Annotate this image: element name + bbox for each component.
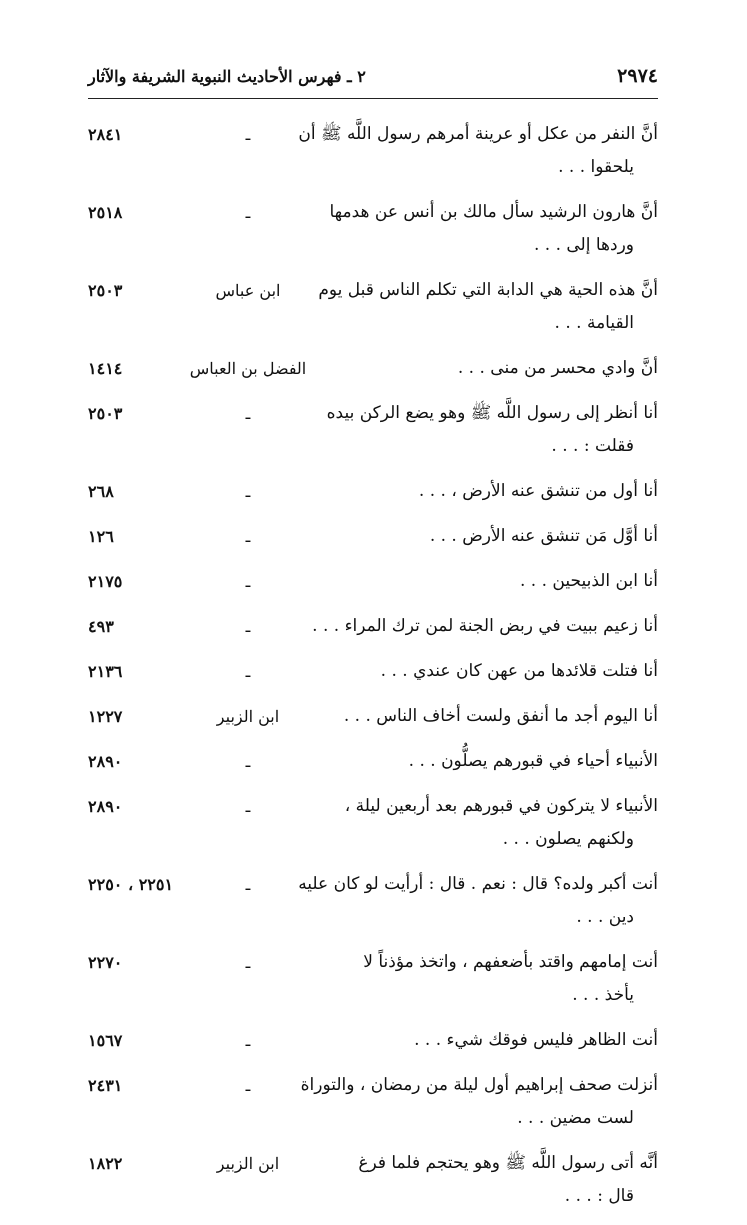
narrator: ـ [245,1076,251,1095]
narrator: ـ [245,875,251,894]
hadith-text: أنَّه أتى رسول اللَّه ﷺ وهو يحتجم فلما فرغ [358,1153,658,1173]
header-rule [88,98,658,99]
hadith-text-continuation: فقلت : . . . [551,436,634,456]
hadith-text: أنا ابن الذبيحين . . . [520,571,658,591]
hadith-number: ٢٢٥١ ، ٢٢٥٠ [88,875,174,894]
hadith-text: الأنبياء أحياء في قبورهم يصلُّون . . . [408,751,658,771]
hadith-number: ١٤١٤ [88,359,123,378]
narrator: ابن الزبير [216,707,280,726]
hadith-text: الأنبياء لا يتركون في قبورهم بعد أربعين ليلة ، [344,796,658,816]
index-entry [88,1147,658,1213]
index-entry [88,352,658,385]
narrator: ـ [245,617,251,636]
index-entry [88,868,658,934]
narrator: ـ [245,752,251,771]
hadith-text: أنا أوَّل مَن تنشق عنه الأرض . . . [429,526,658,546]
hadith-text: أنا أول من تنشق عنه الأرض ، . . . [418,481,658,501]
hadith-number: ٢٥٠٣ [88,281,123,300]
hadith-text: أنا فتلت قلائدها من عهن كان عندي . . . [380,661,658,681]
hadith-text: أنَّ النفر من عكل أو عرينة أمرهم رسول اللَّه ﷺ أن [298,124,658,144]
hadith-number: ١٢٢٧ [88,707,123,726]
index-entry [88,946,658,1012]
index-entry [88,520,658,553]
narrator: ابن الزبير [216,1154,280,1173]
narrator: ـ [245,404,251,423]
hadith-text: أنَّ هارون الرشيد سأل مالك بن أنس عن هدمها [329,202,658,222]
hadith-number: ٢٨٤١ [88,125,123,144]
hadith-text-continuation: قال : . . . [564,1186,634,1206]
narrator: ـ [245,572,251,591]
narrator: ـ [245,125,251,144]
narrator: ـ [245,203,251,222]
narrator: ـ [245,662,251,681]
index-entry [88,700,658,733]
hadith-text-continuation: يلحقوا . . . [558,157,634,177]
page-number: ٢٩٧٤ [617,65,658,87]
hadith-number: ٢٦٨ [88,482,114,501]
hadith-number: ٢٥٠٣ [88,404,123,423]
hadith-text: أنا زعيم ببيت في ربض الجنة لمن ترك المراء . . . [312,616,658,636]
hadith-text: أنَّ وادي محسر من منى . . . [457,358,658,378]
hadith-text-continuation: يأخذ . . . [572,985,634,1005]
hadith-text: أنَّ هذه الحية هي الدابة التي تكلم الناس قبل يوم [318,280,658,300]
hadith-text-continuation: لست مضين . . . [517,1108,634,1128]
hadith-text: أنت إمامهم واقتد بأضعفهم ، واتخذ مؤذناً لا [363,952,658,972]
narrator: ـ [245,797,251,816]
hadith-text-continuation: دين . . . [576,907,634,927]
index-entry [88,745,658,778]
narrator: ابن عباس [215,281,281,300]
hadith-number: ٢٨٩٠ [88,797,123,816]
hadith-text-continuation: القيامة . . . [554,313,634,333]
hadith-number: ١٢٦ [88,527,114,546]
hadith-number: ٢٢٧٠ [88,953,123,972]
index-entry [88,118,658,184]
narrator: ـ [245,1031,251,1050]
index-entry [88,610,658,643]
hadith-text-continuation: وردها إلى . . . [533,235,634,255]
running-header [88,58,658,94]
narrator: الفضل بن العباس [189,359,307,378]
hadith-text-continuation: ولكنهم يصلون . . . [502,829,634,849]
hadith-text: أنا اليوم أجد ما أنفق ولست أخاف الناس . . . [343,706,658,726]
hadith-number: ١٨٢٢ [88,1154,123,1173]
hadith-number: ٢٤٣١ [88,1076,123,1095]
hadith-text: أنت الظاهر فليس فوقك شيء . . . [414,1030,658,1050]
hadith-index-list [88,118,658,1225]
index-entry [88,397,658,463]
hadith-text: أنا أنظر إلى رسول اللَّه ﷺ وهو يضع الركن بيده [326,403,658,423]
index-entry [88,655,658,688]
hadith-number: ٢٥١٨ [88,203,123,222]
index-entry [88,274,658,340]
narrator: ـ [245,953,251,972]
index-entry [88,475,658,508]
hadith-number: ١٥٦٧ [88,1031,123,1050]
index-entry [88,1024,658,1057]
narrator: ـ [245,527,251,546]
hadith-text: أنزلت صحف إبراهيم أول ليلة من رمضان ، والتوراة [300,1075,658,1095]
hadith-number: ٤٩٣ [88,617,114,636]
index-entry [88,565,658,598]
hadith-number: ٢١٣٦ [88,662,123,681]
index-entry [88,790,658,856]
header-title: ٢ ـ فهرس الأحاديث النبوية الشريفة والآثار [88,66,366,86]
narrator: ـ [245,482,251,501]
index-entry [88,1069,658,1135]
hadith-number: ٢٨٩٠ [88,752,123,771]
hadith-text: أنت أكبر ولده؟ قال : نعم . قال : أرأيت لو كان عليه [298,874,658,894]
index-entry [88,196,658,262]
hadith-number: ٢١٧٥ [88,572,123,591]
